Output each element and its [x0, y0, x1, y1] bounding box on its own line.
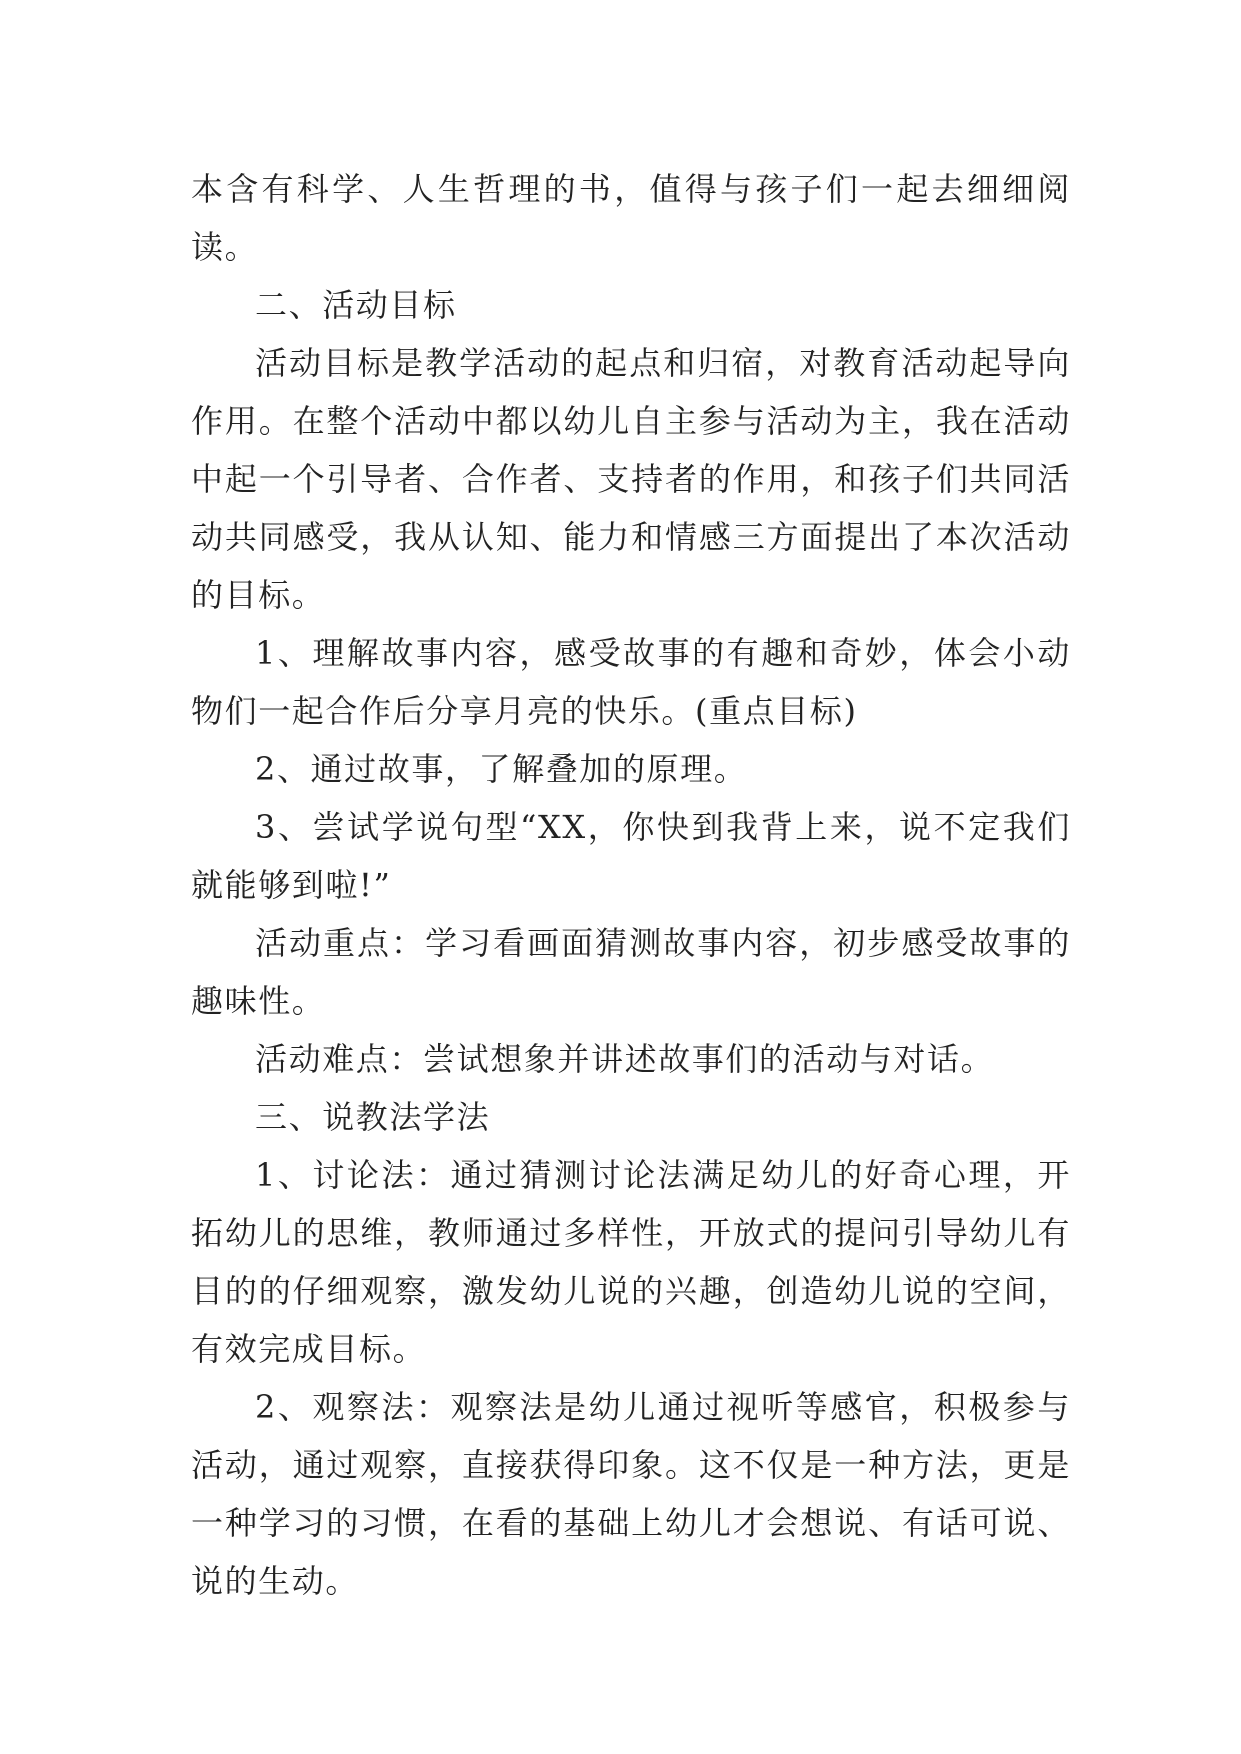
goal-item-1: 1、理解故事内容，感受故事的有趣和奇妙，体会小动物们一起合作后分享月亮的快乐。(重点目标): [191, 634, 1071, 730]
section-heading-activity-goals: 二、活动目标: [255, 286, 457, 324]
method-item-observation: 2、观察法：观察法是幼儿通过视听等感官，积极参与活动，通过观察，直接获得印象。这不仅是一种方法，更是一种学习的习惯，在看的基础上幼儿才会想说、有话可说、说的生动。: [191, 1388, 1071, 1600]
section-heading-teaching-methods: 三、说教法学法: [255, 1098, 491, 1136]
method-item-discussion: 1、讨论法：通过猜测讨论法满足幼儿的好奇心理，开拓幼儿的思维，教师通过多样性，开放式的提问引导幼儿有目的的仔细观察，激发幼儿说的兴趣，创造幼儿说的空间，有效完成目标。: [191, 1156, 1071, 1368]
paragraph-key-point: 活动重点：学习看画面猜测故事内容，初步感受故事的趣味性。: [191, 924, 1071, 1020]
goal-item-2: 2、通过故事，了解叠加的原理。: [255, 750, 748, 788]
paragraph-goals-intro: 活动目标是教学活动的起点和归宿，对教育活动起导向作用。在整个活动中都以幼儿自主参与活动为主，我在活动中起一个引导者、合作者、支持者的作用，和孩子们共同活动共同感受，我从认知、能力和情感三方面提出了本次活动的目标。: [191, 344, 1071, 614]
document-body: [191, 160, 1071, 1610]
paragraph-difficulty: 活动难点：尝试想象并讲述故事们的活动与对话。: [255, 1040, 995, 1078]
paragraph-continuation: 本含有科学、人生哲理的书，值得与孩子们一起去细细阅读。: [191, 170, 1071, 266]
goal-item-3: 3、尝试学说句型“XX，你快到我背上来，说不定我们就能够到啦!”: [191, 808, 1071, 904]
